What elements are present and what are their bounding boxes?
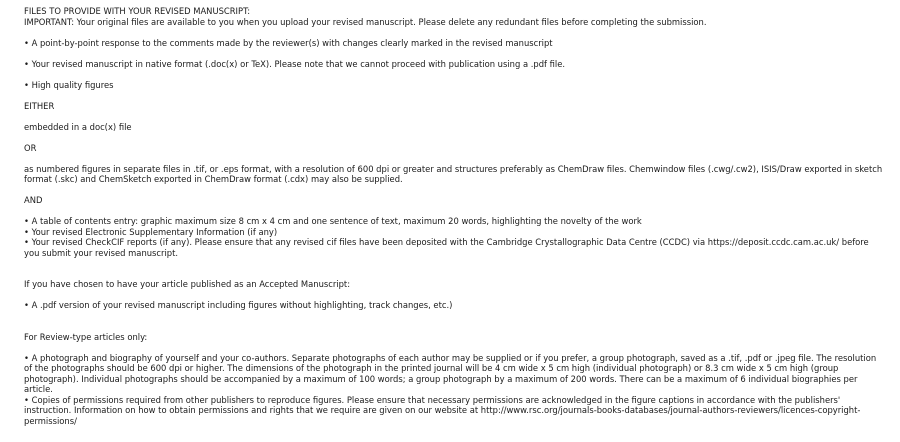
accepted-manuscript-intro: If you have chosen to have your article published as an Accepted Manuscript: xyxy=(24,279,351,289)
list-item-toc: • A table of contents entry: graphic maximum size 8 cm x 4 cm and one sentence of text, maximum 20 words, highlighting the novelty of the work xyxy=(24,216,642,226)
instructions-document xyxy=(24,6,886,426)
list-item-permissions: • Copies of permissions required from other publishers to reproduce figures. Please ensure that necessary permissions are acknowledged in the figure captions in accordance with the publishers' instruction. Information on how to obtain permissions and rights that we require are given on our website at http://www.rsc.org/journals-books-databases/journal-authors-reviewers/licences-copyright-permissions/ xyxy=(24,394,861,426)
list-item-checkcif: • Your revised CheckCIF reports (if any). Please ensure that any revised cif files have been deposited with the Cambridge Crystallographic Data Centre (CCDC) via https://deposit.ccdc.cam.ac.uk/ before you submit your revised manuscript. xyxy=(24,237,869,258)
and-label: AND xyxy=(24,195,43,205)
section-heading: FILES TO PROVIDE WITH YOUR REVISED MANUSCRIPT: xyxy=(24,6,251,16)
or-label: OR xyxy=(24,142,37,153)
embedded-option: embedded in a doc(x) file xyxy=(24,121,132,132)
list-item-esi: • Your revised Electronic Supplementary Information (if any) xyxy=(24,226,278,237)
review-articles-intro: For Review-type articles only: xyxy=(24,331,148,342)
list-item-native-format: • Your revised manuscript in native format (.doc(x) or TeX). Please note that we cannot proceed with publication using a .pdf file. xyxy=(24,58,566,69)
important-notice: IMPORTANT: Your original files are available to you when you upload your revised manuscript. Please delete any redundant files before completing the submission. xyxy=(24,16,707,27)
list-item-response: • A point-by-point response to the comments made by the reviewer(s) with changes clearly marked in the revised manuscript xyxy=(24,37,553,48)
separate-files-option: as numbered figures in separate files in .tif, or .eps format, with a resolution of 600 dpi or greater and structures preferably as ChemDraw files. Chemwindow files (.cwg/.cw2), ISIS/Draw exported in sketch format (.skc) and ChemSketch exported in ChemDraw format (.cdx) may also be supplied. xyxy=(24,163,883,184)
list-item-figures: • High quality figures xyxy=(24,79,114,90)
list-item-pdf-version: • A .pdf version of your revised manuscript including figures without highlighting, track changes, etc.) xyxy=(24,300,453,310)
list-item-photograph: • A photograph and biography of yourself and your co-authors. Separate photographs of each author may be supplied or if you prefer, a group photograph, saved as a .tif, .pdf or .jpeg file. The resolution of the photographs should be 600 dpi or higher. The dimensions of the photograph in the printed journal will be 4 cm wide x 5 cm high (individual photograph) or 8.3 cm wide x 5 cm high (group photograph). Individual photographs should be accompanied by a maximum of 100 words; a group photograph by a maximum of 200 words. There can be a maximum of 6 individual biographies per article. xyxy=(24,352,877,394)
either-label: EITHER xyxy=(24,100,55,111)
